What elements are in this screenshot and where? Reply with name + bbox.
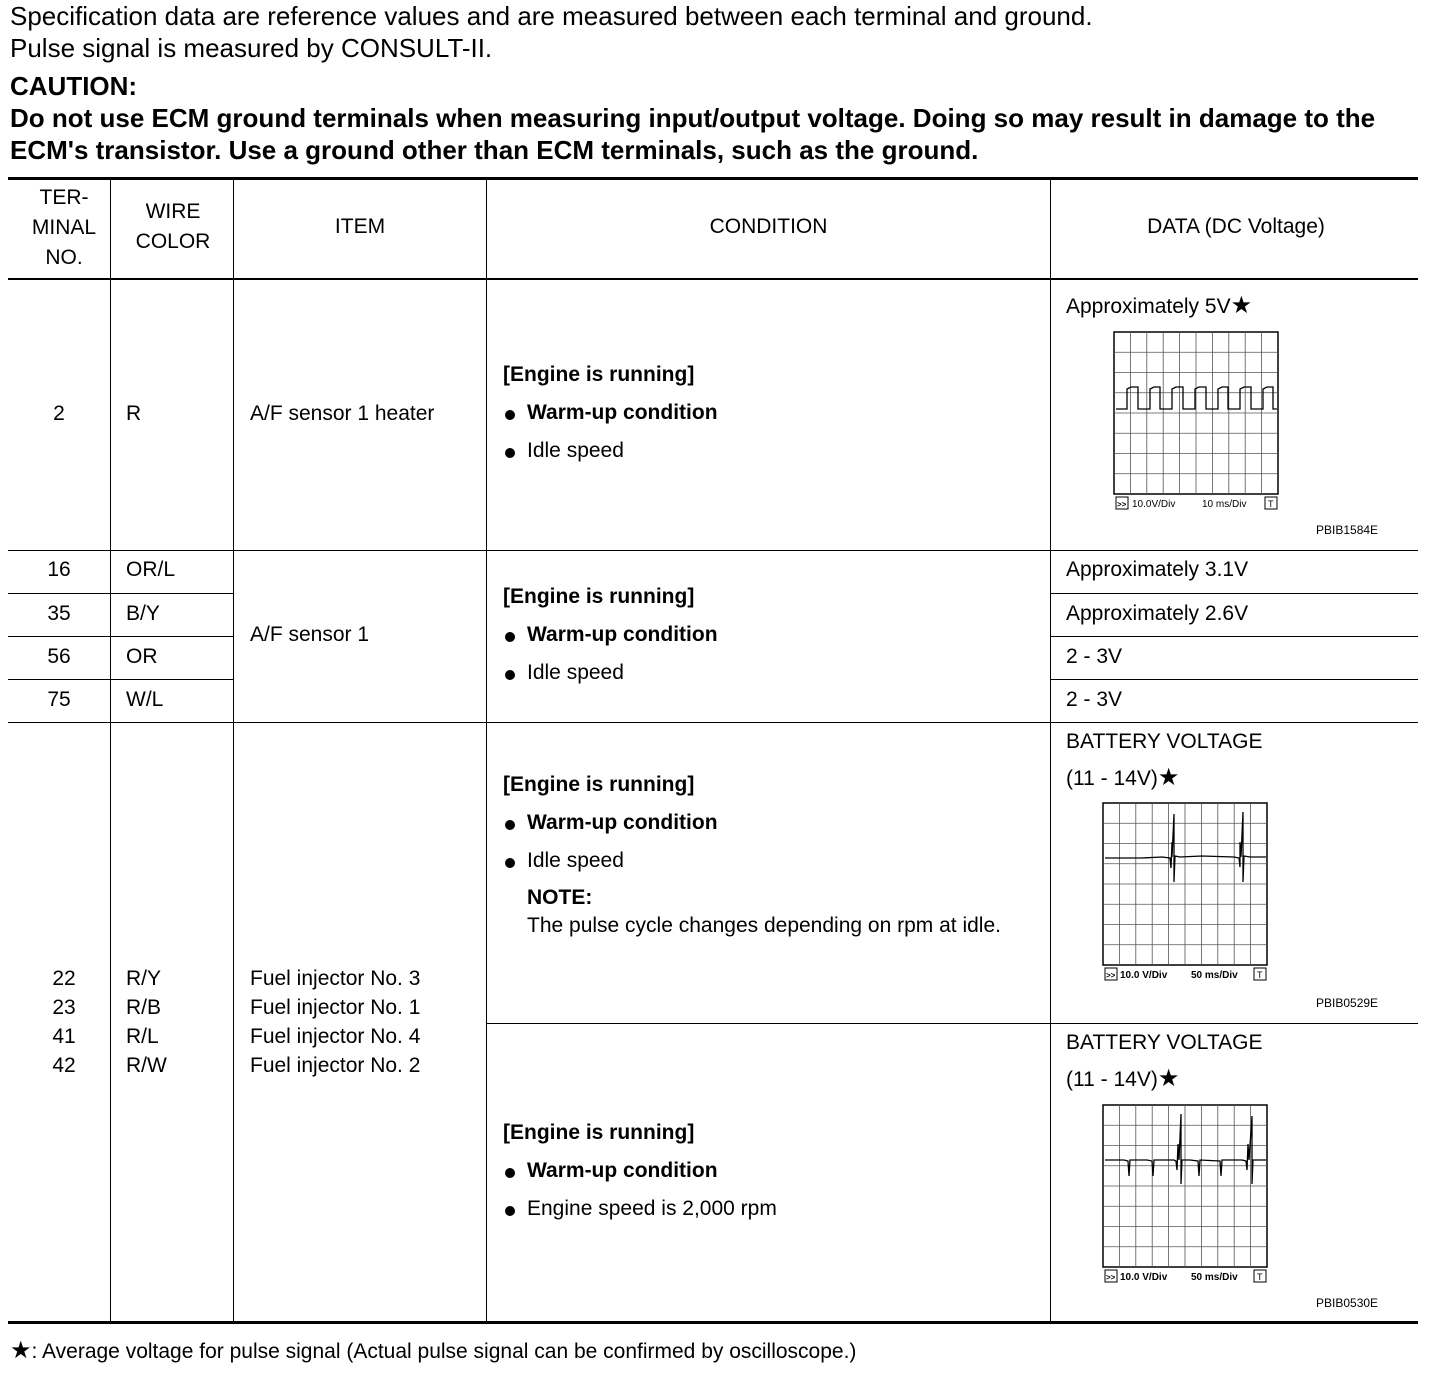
header-condition: CONDITION [709, 215, 828, 238]
note-text: The pulse cycle changes depending on rpm at idle. [527, 914, 1001, 937]
item-name: Fuel injector No. 2 [250, 1054, 421, 1077]
condition-bullet: Idle speed [503, 658, 718, 696]
scope-volt-scale: 10.0 V/Div [1120, 970, 1168, 981]
footnote [10, 1336, 856, 1367]
scope-trigger: T [1268, 499, 1274, 509]
data-value: 2 - 3V [1066, 688, 1123, 711]
scope-legend [1116, 497, 1277, 510]
condition-bullet: Idle speed [503, 846, 1023, 884]
terminal-no: 35 [47, 602, 71, 625]
intro-line-1: Specification data are reference values and are measured between each terminal and ground. [10, 1, 1093, 31]
figure-code: PBIB1584E [1316, 523, 1379, 537]
row-divider [1050, 593, 1418, 594]
data-text: (11 - 14V) [1066, 1068, 1158, 1091]
row-divider [8, 722, 1418, 723]
row-divider [8, 550, 1418, 551]
header-wire-l2: COLOR [135, 230, 211, 253]
note-heading: NOTE: [527, 886, 593, 909]
row-divider [1050, 679, 1418, 680]
header-terminal [18, 183, 110, 273]
scope-grid [1114, 332, 1278, 494]
wire-color: OR [126, 645, 158, 668]
data-value [1066, 1028, 1262, 1095]
terminal-no: 42 [52, 1054, 76, 1077]
caution-heading: CAUTION: [10, 71, 138, 101]
header-item: ITEM [334, 215, 386, 238]
data-text: (11 - 14V) [1066, 767, 1158, 790]
item-list [250, 964, 420, 1080]
star-icon: ★ [1230, 292, 1253, 319]
wire-color: R/L [126, 1025, 159, 1048]
terminal-no: 56 [47, 645, 71, 668]
condition-title: [Engine is running] [503, 773, 695, 796]
scope-time-scale: 50 ms/Div [1191, 970, 1238, 981]
condition-block [503, 1118, 777, 1232]
scope-volt-scale: 10.0 V/Div [1120, 1272, 1168, 1283]
condition-block [503, 770, 1023, 940]
terminal-no: 16 [47, 558, 71, 581]
item-name: Fuel injector No. 3 [250, 967, 421, 990]
terminal-list [8, 964, 120, 1080]
terminal-no: 41 [52, 1025, 76, 1048]
scope-marker: >> [1117, 500, 1127, 509]
row-divider [8, 636, 234, 637]
header-rule [8, 278, 1418, 280]
item-name: A/F sensor 1 heater [250, 402, 435, 425]
terminal-no: 23 [52, 996, 76, 1019]
scope-marker: >> [1106, 1273, 1116, 1282]
condition-bullet: Engine speed is 2,000 rpm [503, 1194, 777, 1232]
terminal-no: 22 [52, 967, 76, 990]
data-text: Approximately 5V [1066, 295, 1231, 318]
col-divider [110, 180, 111, 1321]
data-text: BATTERY VOLTAGE [1066, 1031, 1263, 1054]
scope-trigger: T [1257, 1272, 1263, 1282]
data-value: 2 - 3V [1066, 645, 1123, 668]
col-divider [233, 180, 234, 1321]
wire-color-list [126, 964, 167, 1080]
header-terminal-l1: TER- [39, 186, 89, 209]
wire-color: R [126, 402, 142, 425]
item-name: Fuel injector No. 1 [250, 996, 421, 1019]
star-icon: ★ [10, 1337, 32, 1364]
item-name: A/F sensor 1 [250, 623, 370, 646]
condition-bullet: Warm-up condition [503, 398, 718, 436]
condition-block [503, 582, 718, 696]
row-divider [8, 679, 234, 680]
terminal-no: 2 [53, 402, 65, 425]
data-value [1066, 291, 1252, 322]
oscilloscope-waveform [1102, 1104, 1270, 1286]
terminal-no: 75 [47, 688, 71, 711]
condition-block [503, 360, 718, 474]
condition-bullet: Warm-up condition [503, 1156, 777, 1194]
star-icon: ★ [1157, 764, 1180, 791]
table-top-rule [8, 177, 1418, 180]
figure-code: PBIB0529E [1316, 996, 1379, 1010]
scope-time-scale: 50 ms/Div [1191, 1272, 1238, 1283]
data-value [1066, 727, 1262, 794]
wire-color: W/L [126, 688, 164, 711]
intro-line-2: Pulse signal is measured by CONSULT-II. [10, 33, 493, 63]
wire-color: R/B [126, 996, 162, 1019]
col-divider [1050, 180, 1051, 1321]
scope-time-scale: 10 ms/Div [1202, 499, 1247, 510]
caution-body: Do not use ECM ground terminals when measuring input/output voltage. Doing so may result in damage to the ECM's transistor. Use a ground other than ECM terminals, such as the ground. [10, 103, 1376, 165]
condition-bullet: Idle speed [503, 436, 718, 474]
scope-volt-scale: 10.0V/Div [1132, 499, 1176, 510]
data-value: Approximately 2.6V [1066, 602, 1249, 625]
data-value: Approximately 3.1V [1066, 558, 1249, 581]
row-divider [1050, 636, 1418, 637]
condition-title: [Engine is running] [503, 585, 695, 608]
oscilloscope-waveform [1102, 802, 1270, 984]
item-name: Fuel injector No. 4 [250, 1025, 421, 1048]
header-wire-color [112, 197, 234, 257]
wire-color: B/Y [126, 602, 160, 625]
scope-legend [1105, 968, 1266, 981]
scope-marker: >> [1106, 971, 1116, 980]
wire-color: OR/L [126, 558, 176, 581]
scope-trigger: T [1257, 970, 1263, 980]
wire-color: R/W [126, 1054, 167, 1077]
intro-text [10, 0, 1093, 64]
note-block [503, 884, 1023, 940]
header-terminal-l3: NO. [45, 246, 83, 269]
star-icon: ★ [1157, 1065, 1180, 1092]
header-terminal-l2: MINAL [31, 216, 97, 239]
condition-title: [Engine is running] [503, 1121, 695, 1144]
row-divider [486, 1023, 1418, 1024]
scope-legend [1105, 1270, 1266, 1283]
figure-code: PBIB0530E [1316, 1296, 1379, 1310]
data-text: BATTERY VOLTAGE [1066, 730, 1263, 753]
wire-color: R/Y [126, 967, 162, 990]
condition-bullet: Warm-up condition [503, 808, 1023, 846]
header-data: DATA (DC Voltage) [1147, 215, 1325, 238]
condition-bullet: Warm-up condition [503, 620, 718, 658]
table-bottom-rule [8, 1321, 1418, 1324]
header-wire-l1: WIRE [145, 200, 201, 223]
condition-title: [Engine is running] [503, 363, 695, 386]
col-divider [486, 180, 487, 1321]
footnote-text: : Average voltage for pulse signal (Actual pulse signal can be confirmed by oscilloscope.) [31, 1340, 857, 1363]
oscilloscope-waveform [1113, 331, 1281, 513]
scope-grid [1103, 1105, 1267, 1267]
row-divider [8, 593, 234, 594]
